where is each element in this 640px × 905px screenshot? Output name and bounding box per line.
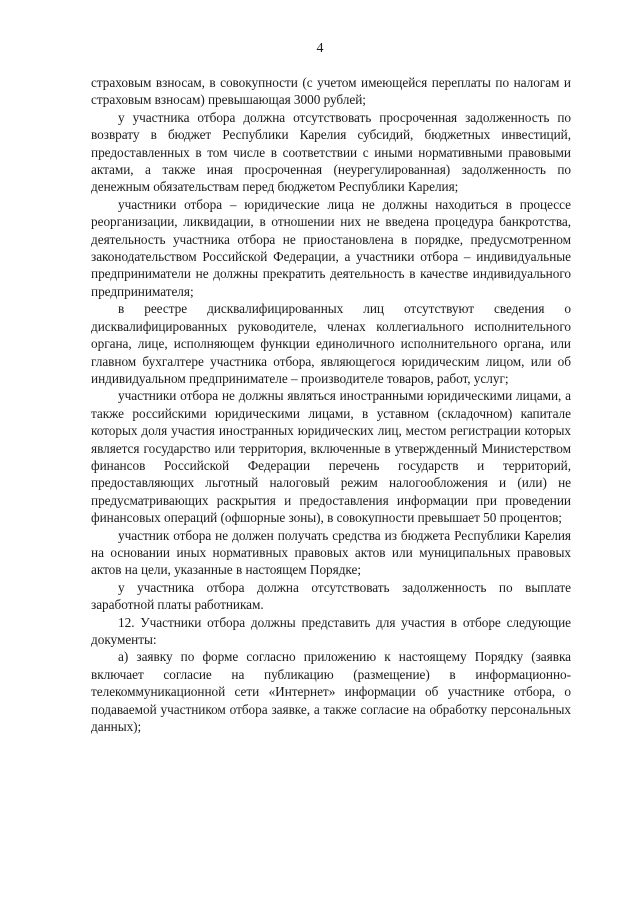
paragraph: участники отбора не должны являться иностранными юридическими лицами, а также российскими юридическими лицами, в уставном (складочном) капитале которых доля участия иностранных юридических лиц, местом регистрации которых является государство или территория, включенные в утвержденный Министерством финансов Российской Федерации перечень государств и территорий, предоставляющих льготный налоговый режим налогообложения и (или) не предусматривающих раскрытия и предоставления информации при проведении финансовых операций (офшорные зоны), в совокупности превышает 50 процентов;: [91, 388, 571, 526]
paragraph: страховым взносам, в совокупности (с учетом имеющейся переплаты по налогам и страховым взносам) превышающая 3000 рублей;: [91, 75, 571, 108]
paragraph: у участника отбора должна отсутствовать просроченная задолженность по возврату в бюджет Республики Карелия субсидий, бюджетных инвестиций, предоставленных в том числе в соответствии с иными нормативными правовыми актами, а также иная просроченная (неурегулированная) задолженность по денежным обязательствам перед бюджетом Республики Карелия;: [91, 109, 571, 195]
paragraph: участник отбора не должен получать средства из бюджета Республики Карелия на основании иных нормативных правовых актов или муниципальных правовых актов на цели, указанные в настоящем Порядке;: [91, 527, 571, 578]
section-12-paragraph: 12. Участники отбора должны представить для участия в отборе следующие документы:: [91, 614, 571, 647]
document-body: [91, 74, 571, 735]
list-item-a: а) заявку по форме согласно приложению к настоящему Порядку (заявка включает согласие на публикацию (размещение) в информационно-телекоммуникационной сети «Интернет» информации об участнике отбора, о подаваемой участником отбора заявке, а также согласие на обработку персональных данных);: [91, 649, 571, 735]
paragraph: участники отбора – юридические лица не должны находиться в процессе реорганизации, ликвидации, в отношении них не введена процедура банкротства, деятельность участника отбора не приостановлена в порядке, предусмотренном законодательством Российской Федерации, а участники отбора – индивидуальные предприниматели не должны прекратить деятельность в качестве индивидуального предпринимателя;: [91, 196, 571, 299]
paragraph: у участника отбора должна отсутствовать задолженность по выплате заработной платы работникам.: [91, 579, 571, 613]
paragraph: в реестре дисквалифицированных лиц отсутствуют сведения о дисквалифицированных руководителе, членах коллегиального исполнительного органа, лице, исполняющем функции единоличного исполнительного органа, или главном бухгалтере участника отбора, являющегося юридическим лицом, или об индивидуальном предпринимателе – производителе товаров, работ, услуг;: [91, 301, 571, 386]
page-number: 4: [316, 41, 324, 56]
